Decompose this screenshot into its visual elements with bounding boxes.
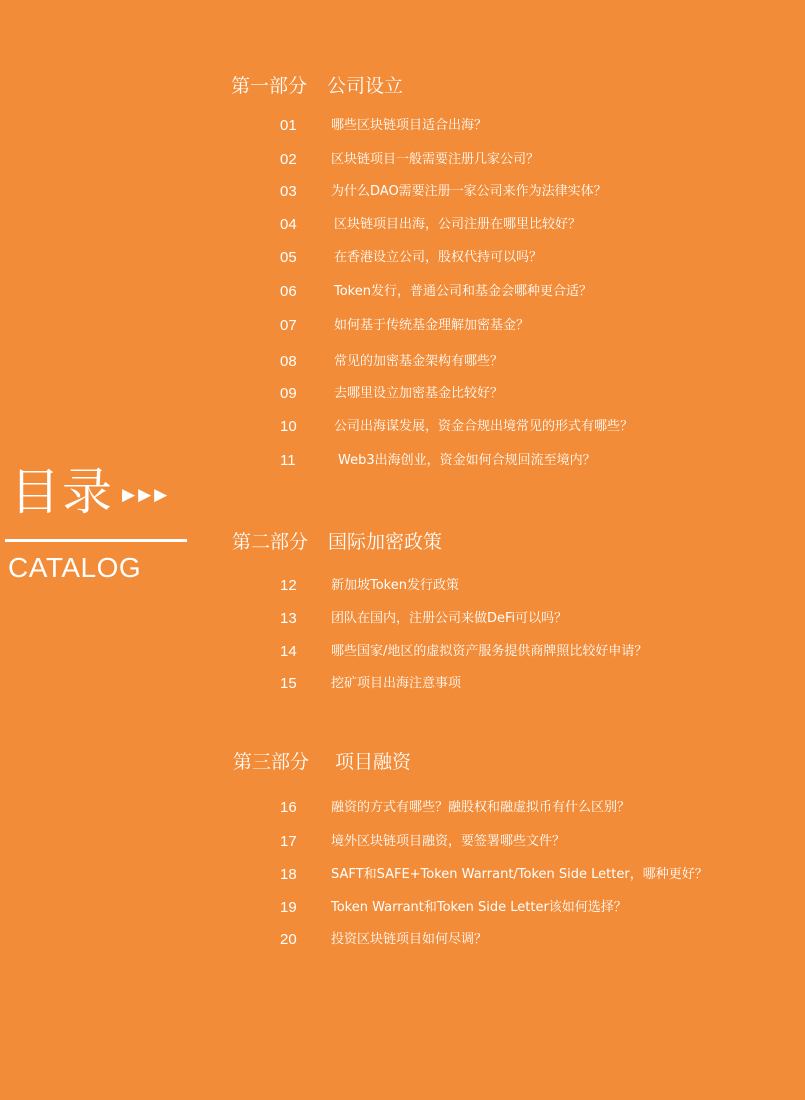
toc-item-title: 去哪里设立加密基金比较好？ — [334, 386, 504, 401]
toc-item-number: 20 — [280, 931, 297, 948]
catalog-title: 目录 — [10, 463, 114, 521]
toc-item-number: 19 — [280, 899, 297, 916]
toc-item-title: 公司出海谋发展，资金合规出境常见的形式有哪些？ — [334, 419, 634, 434]
section-heading-3 — [233, 750, 411, 774]
toc-item-number: 12 — [280, 577, 297, 594]
toc-item-title: 区块链项目一般需要注册几家公司？ — [331, 152, 540, 167]
toc-item-title: Token Warrant和Token Side Letter该如何选择？ — [331, 900, 627, 915]
section-name: 公司设立 — [327, 75, 404, 97]
toc-item-title: 如何基于传统基金理解加密基金？ — [334, 318, 530, 333]
triple-arrow-icon: ▶▶▶ — [122, 485, 171, 505]
section-name: 国际加密政策 — [328, 531, 443, 553]
toc-item-number: 04 — [280, 216, 297, 233]
toc-item-title: 团队在国内，注册公司来做DeFi可以吗？ — [331, 611, 568, 626]
toc-item-title: 哪些国家/地区的虚拟资产服务提供商牌照比较好申请？ — [331, 644, 648, 659]
section-part-label: 第三部分 — [233, 751, 310, 773]
toc-item-number: 16 — [280, 799, 297, 816]
toc-item-number: 08 — [280, 353, 297, 370]
toc-item-number: 01 — [280, 117, 297, 134]
section-part-label: 第一部分 — [231, 75, 308, 97]
toc-item-number: 18 — [280, 866, 297, 883]
section-heading-2 — [232, 530, 442, 554]
catalog-divider — [5, 539, 187, 542]
toc-item-number: 05 — [280, 249, 297, 266]
toc-item-title: 挖矿项目出海注意事项 — [331, 676, 462, 691]
toc-item-number: 10 — [280, 418, 297, 435]
toc-item-number: 15 — [280, 675, 297, 692]
toc-item-title: 区块链项目出海，公司注册在哪里比较好？ — [334, 217, 582, 232]
toc-item-number: 03 — [280, 183, 297, 200]
toc-item-title: 为什么DAO需要注册一家公司来作为法律实体？ — [331, 184, 607, 199]
section-heading-1 — [231, 74, 403, 98]
toc-item-number: 06 — [280, 283, 297, 300]
section-part-label: 第二部分 — [232, 531, 309, 553]
toc-item-title: Token发行，普通公司和基金会哪种更合适？ — [334, 284, 592, 299]
toc-item-title: SAFT和SAFE+Token Warrant/Token Side Letter，哪种更好？ — [331, 867, 708, 882]
toc-item-number: 07 — [280, 317, 297, 334]
toc-item-title: 新加坡Token发行政策 — [331, 578, 459, 593]
toc-item-number: 11 — [280, 452, 296, 469]
toc-item-title: 投资区块链项目如何尽调？ — [331, 932, 488, 947]
toc-item-number: 09 — [280, 385, 297, 402]
section-name: 项目融资 — [335, 751, 412, 773]
toc-item-title: 在香港设立公司，股权代持可以吗？ — [334, 250, 543, 265]
toc-item-number: 13 — [280, 610, 297, 627]
toc-item-number: 14 — [280, 643, 297, 660]
toc-item-title: 境外区块链项目融资，要签署哪些文件？ — [331, 834, 566, 849]
toc-item-title: 常见的加密基金架构有哪些？ — [334, 354, 504, 369]
toc-item-title: Web3出海创业，资金如何合规回流至境内？ — [338, 453, 596, 468]
catalog-subtitle: CATALOG — [8, 552, 142, 583]
toc-item-title: 融资的方式有哪些？融股权和融虚拟币有什么区别？ — [331, 800, 631, 815]
toc-item-number: 17 — [280, 833, 297, 850]
toc-item-number: 02 — [280, 151, 297, 168]
toc-item-title: 哪些区块链项目适合出海？ — [331, 118, 488, 133]
